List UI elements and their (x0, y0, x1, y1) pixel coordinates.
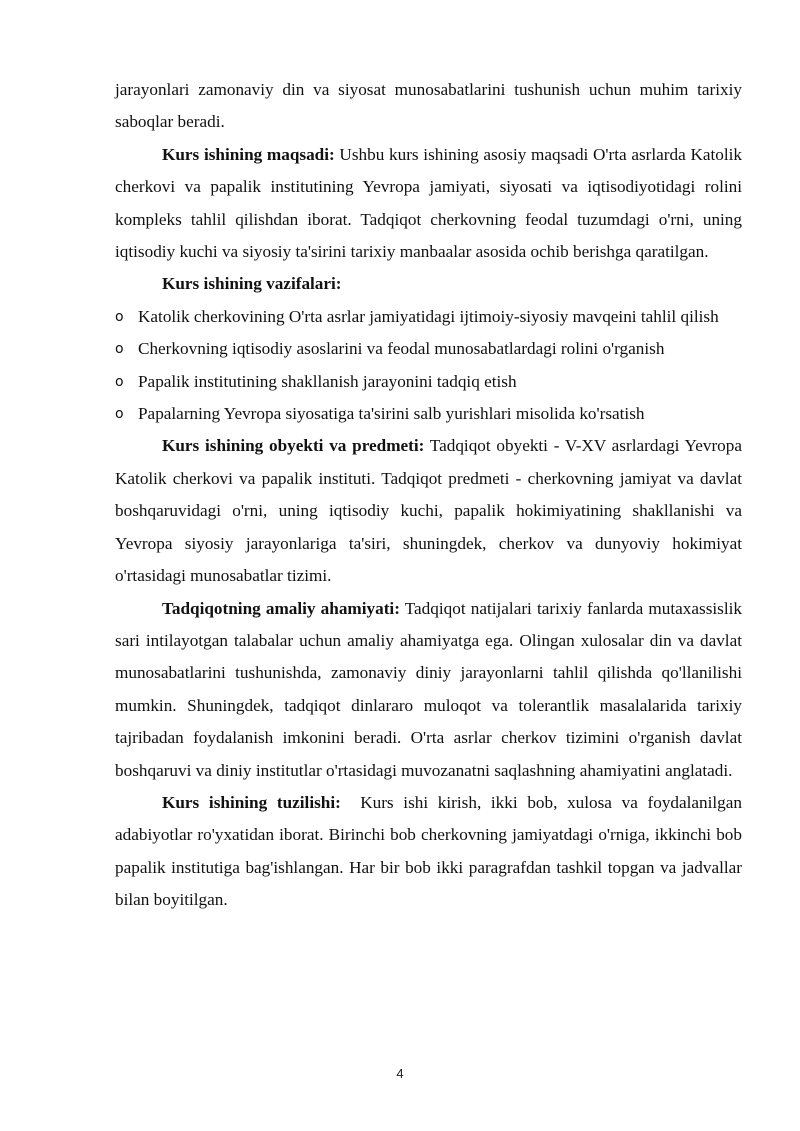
object-subject-heading: Kurs ishining obyekti va predmeti: (162, 436, 425, 456)
practical-value-heading: Tadqiqotning amaliy ahamiyati: (162, 598, 400, 618)
practical-value-text: Tadqiqot natijalari tarixiy fanlarda mutaxassislik sari intilayotgan talabalar uchun amaliy ahamiyatga ega. Olingan xulosalar din va davlat munosabatlarini tushunishda, zamonaviy diniy jarayonlarni tahlil qilishda qo'llanilishi mumkin. Shuningdek, tadqiqot dinlararo muloqot va tolerantlik masalalarida tarixiy tajribadan foydalanish imkonini beradi. O'rta asrlar cherkov tizimini o'rganish davlat boshqaruvi va diniy institutlar o'rtasidagi muvozanatni saqlashning ahamiyatini anglatadi. (115, 598, 742, 780)
object-subject-paragraph (115, 430, 742, 592)
structure-text: Kurs ishi kirish, ikki bob, xulosa va foydalanilgan adabiyotlar ro'yxatidan iborat. Birinchi bob cherkovning jamiyatdagi o'rniga, ikkinchi bob papalik institutiga bag'ishlangan. Har bir bob ikki paragrafdan tashkil topgan va jadvallar bilan boyitilgan. (115, 792, 747, 910)
intro-continuation-paragraph: jarayonlari zamonaviy din va siyosat munosabatlarini tushunish uchun muhim tarixiy saboqlar beradi. (115, 80, 742, 132)
tasks-list (115, 301, 742, 431)
list-item (115, 301, 742, 333)
tasks-heading: Kurs ishining vazifalari: (162, 274, 342, 294)
tasks-paragraph (115, 268, 742, 300)
structure-heading: Kurs ishining tuzilishi: (162, 792, 341, 812)
object-subject-text: Tadqiqot obyekti - V-XV asrlardagi Yevropa Katolik cherkovi va papalik instituti. Tadqiqot predmeti - cherkovning jamiyat va davlat boshqaruvidagi o'rni, uning iqtisodiy kuchi, papalik hokimiyatining shakllanishi va Yevropa siyosiy jarayonlariga ta'siri, shuningdek, cherkov va dunyoviy hokimiyat o'rtasidagi munosabatlar tizimi. (115, 436, 742, 586)
list-item-text: Papalik institutining shakllanish jarayonini tadqiq etish (138, 371, 517, 391)
list-item-text: Cherkovning iqtisodiy asoslarini va feodal munosabatlardagi rolini o'rganish (138, 339, 665, 359)
list-item-text: Katolik cherkovining O'rta asrlar jamiyatidagi ijtimoiy-siyosiy mavqeini tahlil qilish (138, 306, 719, 326)
page-number: 4 (396, 1066, 404, 1081)
bullet-icon: o (115, 373, 124, 390)
list-item-text: Papalarning Yevropa siyosatiga ta'sirini salb yurishlari misolida ko'rsatish (138, 404, 645, 424)
goal-heading: Kurs ishining maqsadi: (162, 144, 335, 164)
practical-value-paragraph (115, 593, 742, 787)
list-item (115, 366, 742, 398)
bullet-icon: o (115, 308, 124, 325)
bullet-icon: o (115, 406, 124, 423)
goal-paragraph (115, 139, 742, 269)
list-item (115, 398, 742, 430)
list-item (115, 333, 742, 365)
bullet-icon: o (115, 341, 124, 358)
document-page (115, 74, 747, 917)
goal-text: Ushbu kurs ishining asosiy maqsadi O'rta asrlarda Katolik cherkovi va papalik institutining Yevropa jamiyati, siyosati va iqtisodiyotidagi rolini kompleks tahlil qilishdan iborat. Tadqiqot cherkovning feodal tuzumdagi o'rni, uning iqtisodiy kuchi va siyosiy ta'sirini tarixiy manbaalar asosida ochib berishga qaratilgan. (115, 144, 742, 262)
structure-paragraph (115, 787, 747, 917)
